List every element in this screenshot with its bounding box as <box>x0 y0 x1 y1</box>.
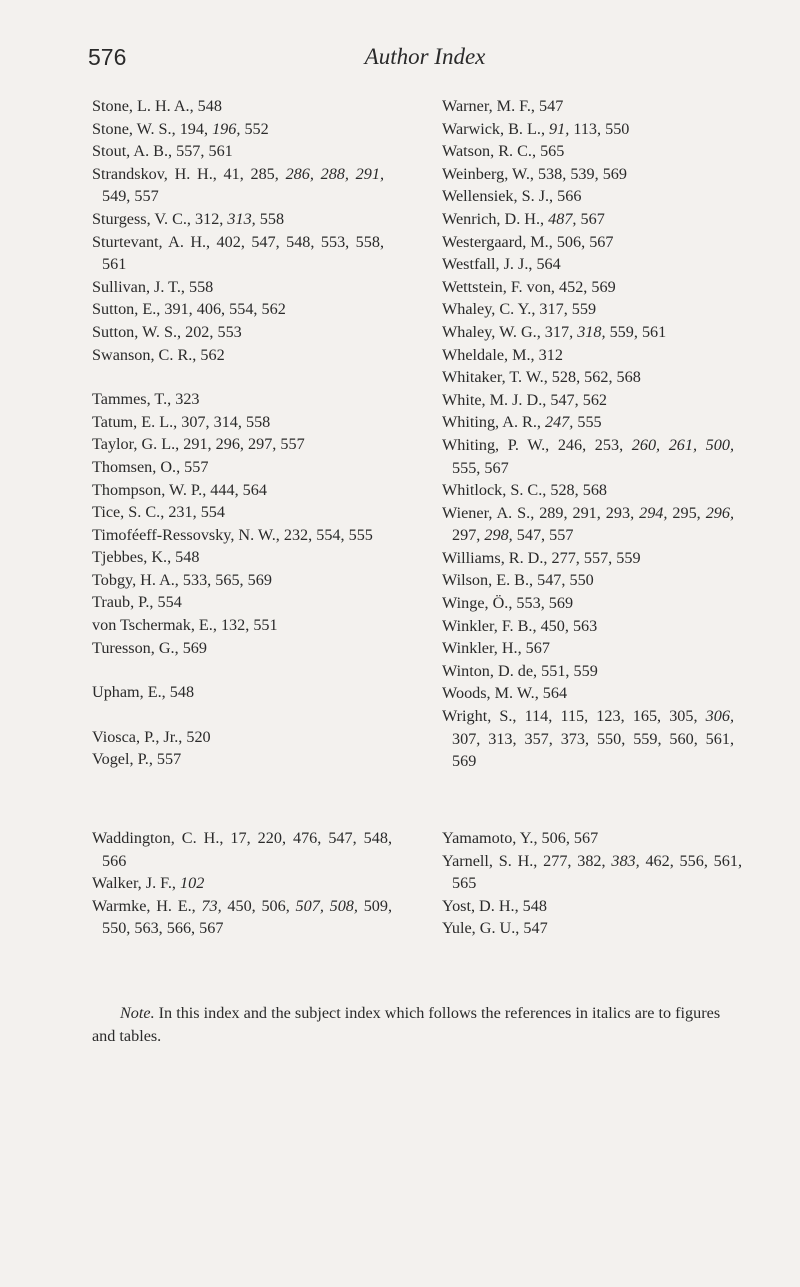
index-entry: Thompson, W. P., 444, 564 <box>92 480 267 499</box>
index-entry: Tice, S. C., 231, 554 <box>92 503 225 522</box>
index-entry: Wilson, E. B., 547, 550 <box>442 571 594 590</box>
index-section <box>92 726 384 771</box>
left-index-column <box>92 95 384 771</box>
index-entry: Traub, P., 554 <box>92 593 182 612</box>
index-entry: Stone, W. S., 194, 196, 552 <box>92 119 269 138</box>
index-entry: White, M. J. D., 547, 562 <box>442 390 608 409</box>
page-header <box>0 44 800 84</box>
index-entry: Stout, A. B., 557, 561 <box>92 142 233 161</box>
bottom-left-entries <box>92 827 392 940</box>
index-entry: Wellensiek, S. J., 566 <box>442 187 582 206</box>
index-entry: Yamamoto, Y., 506, 567 <box>442 829 599 847</box>
index-entry: Viosca, P., Jr., 520 <box>92 727 211 746</box>
index-entry: Weinberg, W., 538, 539, 569 <box>442 164 627 183</box>
index-entry: Wiener, A. S., 289, 291, 293, 294, 295, 296, 297, 298, 547, 557 <box>442 503 735 545</box>
index-entry: Winkler, H., 567 <box>442 639 550 658</box>
index-entry: Winkler, F. B., 450, 563 <box>442 616 598 635</box>
index-entry: Sutton, W. S., 202, 553 <box>92 322 242 341</box>
right-index-column <box>442 95 734 773</box>
index-entry: Williams, R. D., 277, 557, 559 <box>442 548 641 567</box>
index-entry: Sullivan, J. T., 558 <box>92 277 214 296</box>
index-section <box>442 95 734 773</box>
index-entry: Wheldale, M., 312 <box>442 345 563 364</box>
section-gap <box>92 366 384 388</box>
index-entry: Upham, E., 548 <box>92 683 195 702</box>
index-entry: Tobgy, H. A., 533, 565, 569 <box>92 570 272 589</box>
index-entry: Strandskov, H. H., 41, 285, 286, 288, 291, 549, 557 <box>92 164 384 206</box>
index-entry: Warner, M. F., 547 <box>442 97 564 115</box>
index-entry: Stone, L. H. A., 548 <box>92 97 222 115</box>
page-number: 576 <box>88 44 127 70</box>
index-entry: Tammes, T., 323 <box>92 390 200 409</box>
index-entry: Walker, J. F., 102 <box>92 874 205 893</box>
index-entry: Warmke, H. E., 73, 450, 506, 507, 508, 509, 550, 563, 566, 567 <box>92 896 393 938</box>
index-entry: Watson, R. C., 565 <box>442 142 565 161</box>
index-entry: Whitlock, S. C., 528, 568 <box>442 481 608 500</box>
section-gap <box>92 704 384 726</box>
index-entry: Vogel, P., 557 <box>92 750 182 769</box>
index-section <box>92 388 384 659</box>
section-gap <box>92 659 384 681</box>
index-entry: Yule, G. U., 547 <box>442 919 548 938</box>
index-entry: Sutton, E., 391, 406, 554, 562 <box>92 300 286 319</box>
index-entry: Waddington, C. H., 17, 220, 476, 547, 548, 566 <box>92 829 392 870</box>
index-entry: Whitaker, T. W., 528, 562, 568 <box>442 368 641 387</box>
index-entry: von Tschermak, E., 132, 551 <box>92 616 278 635</box>
index-entry: Whiting, A. R., 247, 555 <box>442 413 602 432</box>
index-entry: Timoféeff-Ressovsky, N. W., 232, 554, 555 <box>92 525 373 544</box>
index-entry: Winge, Ö., 553, 569 <box>442 594 574 613</box>
index-entry: Woods, M. W., 564 <box>442 684 568 703</box>
index-entry: Yost, D. H., 548 <box>442 896 547 915</box>
index-entry: Winton, D. de, 551, 559 <box>442 661 598 680</box>
index-section <box>92 681 384 704</box>
index-entry: Whaley, C. Y., 317, 559 <box>442 300 597 319</box>
index-entry: Tatum, E. L., 307, 314, 558 <box>92 412 271 431</box>
index-entry: Sturtevant, A. H., 402, 547, 548, 553, 558, 561 <box>92 232 384 274</box>
index-entry: Wright, S., 114, 115, 123, 165, 305, 306, 307, 313, 357, 373, 550, 559, 560, 561, 569 <box>442 707 734 771</box>
index-entry: Whaley, W. G., 317, 318, 559, 561 <box>442 322 667 341</box>
bottom-right-entries <box>442 827 742 940</box>
index-entry: Wenrich, D. H., 487, 567 <box>442 209 605 228</box>
index-entry: Taylor, G. L., 291, 296, 297, 557 <box>92 435 305 454</box>
index-entry: Turesson, G., 569 <box>92 638 207 657</box>
page-title: Author Index <box>364 44 486 69</box>
index-entry: Thomsen, O., 557 <box>92 457 209 476</box>
footnote: Note. In this index and the subject index which follows the references in italics are to figures and tables. <box>92 1004 721 1045</box>
index-entry: Sturgess, V. C., 312, 313, 558 <box>92 209 285 228</box>
index-entry: Yarnell, S. H., 277, 382, 383, 462, 556, 561, 565 <box>442 851 742 893</box>
index-entry: Swanson, C. R., 562 <box>92 345 225 364</box>
index-entry: Whiting, P. W., 246, 253, 260, 261, 500, 555, 567 <box>442 435 734 477</box>
index-entry: Wettstein, F. von, 452, 569 <box>442 277 616 296</box>
index-entry: Westfall, J. J., 564 <box>442 255 561 274</box>
index-entry: Warwick, B. L., 91, 113, 550 <box>442 119 630 138</box>
index-entry: Westergaard, M., 506, 567 <box>442 232 614 251</box>
index-entry: Tjebbes, K., 548 <box>92 548 200 567</box>
index-section <box>92 95 384 366</box>
